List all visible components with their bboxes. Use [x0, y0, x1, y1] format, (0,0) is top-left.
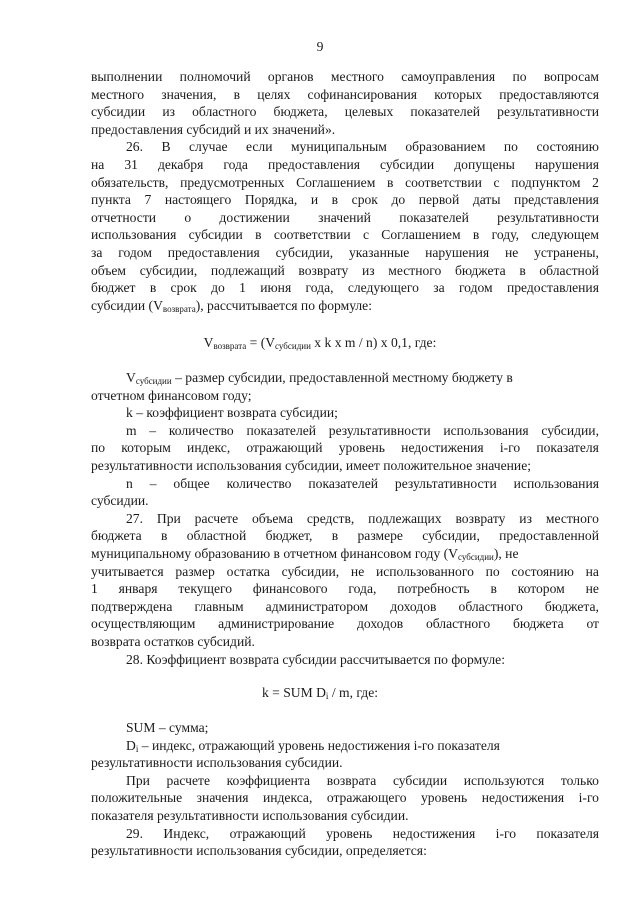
text-line: 29. Индекс, отражающий уровень недостижения i-го показателя: [126, 825, 599, 841]
text-line: При расчете коэффициента возврата субсидии используются только: [126, 772, 599, 788]
text-line: пункта 7 настоящего Порядка, и в срок до первой даты представления: [91, 192, 599, 208]
text-line: субсидии $(V_{возврата})$, рассчитывается по формуле:: [91, 297, 372, 314]
text-line: объем субсидии, подлежащий возврату из местного бюджета в областной: [91, 262, 599, 278]
text-line: местного значения, в целях софинансирования которых предоставляются: [91, 86, 599, 102]
paragraph-block-1: [91, 68, 599, 314]
text-line: обязательств, предусмотренных Соглашением в соответствии с подпунктом 2: [91, 174, 599, 190]
text-line: субсидии.: [91, 493, 149, 509]
page-number: 9: [316, 39, 324, 54]
text-line: подтверждена главным администратором доходов областного бюджета,: [91, 598, 599, 614]
text-line: по которым индекс, отражающий уровень недостижения i-го показателя: [91, 440, 599, 456]
paragraph-block-2: [91, 369, 599, 668]
text-line: отчетном финансовом году;: [91, 387, 252, 403]
text-line: SUM – сумма;: [126, 720, 209, 735]
text-line: $V_{субсидии}$ – размер субсидии, предоставленной местному бюджету в: [126, 370, 513, 386]
text-line: бюджета в областной бюджет, в размере субсидии, предоставленной: [91, 528, 599, 544]
text-line: муниципальному образованию в отчетном финансовом году $(V_{субсидии})$, не: [91, 545, 519, 562]
text-line: n – общее количество показателей результативности использования: [126, 475, 599, 491]
text-line: показателя результативности использования субсидии.: [91, 807, 409, 823]
text-line: 26. В случае если муниципальным образованием по состоянию: [126, 139, 599, 155]
text-line: выполнении полномочий органов местного самоуправления по вопросам: [91, 69, 599, 84]
text-line: 28. Коэффициент возврата субсидии рассчитывается по формуле:: [126, 651, 505, 667]
text-line: результативности использования субсидии.: [91, 755, 343, 771]
text-line: за годом предоставления субсидии, указанные нарушения не устранены,: [91, 244, 599, 260]
formula-v-return: $V_{возврата} = (V_{субсидии}$ x k x m / n) x 0,1, где:: [203, 335, 437, 351]
text-line: субсидии из областного бюджета, целевых показателей результативности: [91, 104, 599, 120]
text-line: результативности использования субсидии, определяется:: [91, 843, 427, 859]
text-line: $D_i$ – индекс, отражающий уровень недостижения i-го показателя: [126, 737, 500, 754]
text-line: m – количество показателей результативности использования субсидии,: [126, 422, 599, 438]
text-line: учитывается размер остатка субсидии, не использованного по состоянию на: [91, 563, 599, 579]
text-line: на 31 декабря года предоставления субсидии допущены нарушения: [91, 156, 599, 172]
text-line: предоставления субсидий и их значений».: [91, 121, 336, 137]
text-line: 1 января текущего финансового года, потребность в котором не: [91, 581, 599, 597]
formula-k: k = SUM $D_i$ / m, где:: [261, 685, 379, 701]
text-line: использования субсидии в соответствии с Соглашением в году, следующем: [91, 227, 599, 243]
text-line: осуществляющим администрирование доходов областного бюджета от: [91, 616, 599, 632]
text-line: положительные значения индекса, отражающего уровень недостижения i-го: [91, 790, 599, 806]
text-line: бюджет в срок до 1 июня года, следующего за годом предоставления: [91, 280, 599, 296]
text-line: результативности использования субсидии, имеет положительное значение;: [91, 457, 532, 473]
paragraph-block-4: [91, 719, 599, 860]
text-line: отчетности о достижении значений показателей результативности: [91, 209, 599, 225]
text-line: возврата остатков субсидий.: [91, 633, 255, 649]
text-line: k – коэффициент возврата субсидии;: [126, 405, 338, 421]
text-line: 27. При расчете объема средств, подлежащих возврату из местного: [126, 510, 599, 526]
